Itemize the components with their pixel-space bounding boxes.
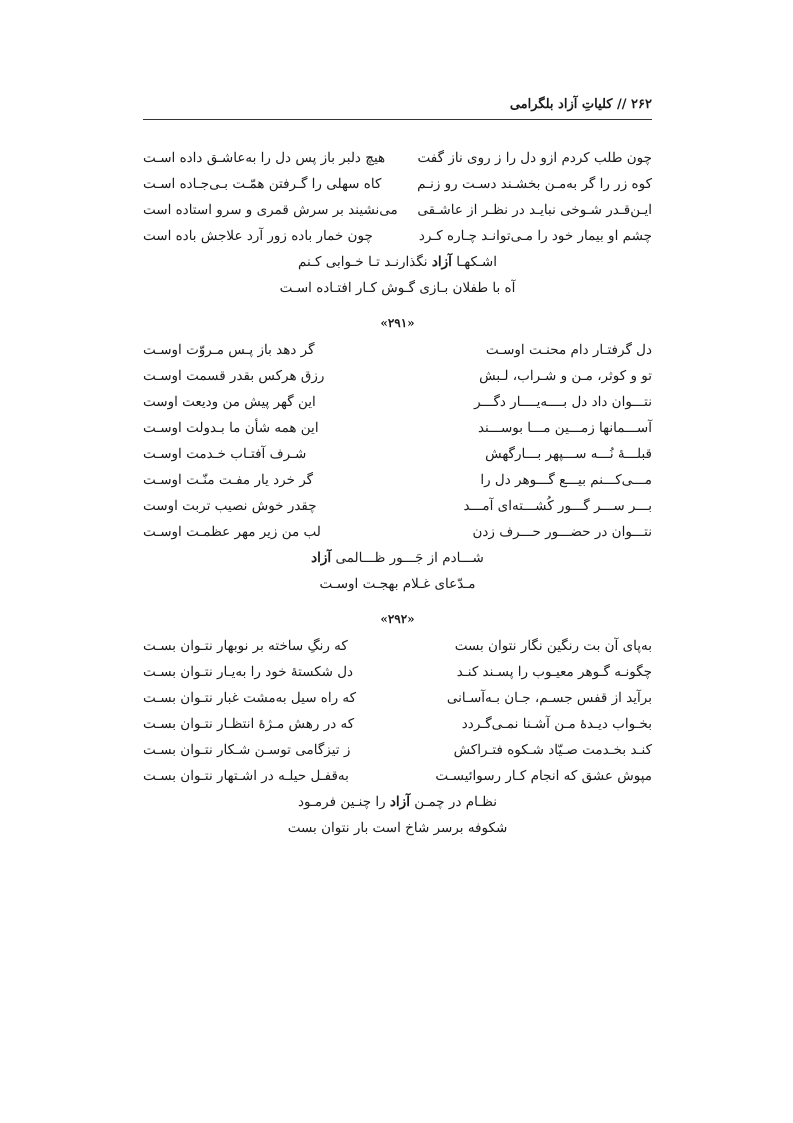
hemistich-first: نتـــوان داد دل بــــه‌یــــار دگـــر	[474, 394, 652, 410]
hemistich-first: به‌پای آن بت رنگین نگار نتوان بست	[454, 638, 652, 654]
hemistich-second: چون خمار باده زور آرد علاجش باده است	[143, 228, 373, 244]
couplet	[143, 763, 652, 789]
couplet	[143, 197, 652, 223]
couplet	[143, 711, 652, 737]
hemistich-first: کنـد بخـدمت صـیّاد شـکوه فتـراکش	[453, 742, 652, 758]
closing-line	[143, 275, 652, 301]
hemistich-first: مـــی‌کـــنم بیـــع گـــوهر دل را	[480, 472, 652, 488]
closing-line	[143, 249, 652, 275]
closing-text: آه با طفلان بـازی گـوش کـار افتـاده اسـت	[279, 280, 516, 296]
couplet	[143, 337, 652, 363]
header-rule	[143, 119, 652, 120]
hemistich-second: ز تیزگامی توسـن شـکار نتـوان بسـت	[143, 742, 351, 758]
poem-number: «۲۹۱»	[380, 316, 415, 330]
hemistich-second: که در رهش مـژهٔ انتظـار نتـوان بسـت	[143, 716, 355, 732]
hemistich-first: آســـمانها زمـــین مـــا بوســـند	[477, 420, 652, 436]
hemistich-second: این همه شأن ما بـدولت اوسـت	[143, 420, 319, 436]
closing-line	[143, 789, 652, 815]
hemistich-second: گر دهد باز پـس مـروّت اوسـت	[143, 342, 315, 358]
hemistich-first: بـــر ســـر گـــور کُشـــته‌ای آمـــد	[463, 498, 652, 514]
hemistich-first: ایـن‌قـدر شـوخی نبایـد در نظـر از عاشـقی	[417, 202, 652, 218]
poem-number: «۲۹۲»	[380, 612, 415, 626]
couplet	[143, 171, 652, 197]
couplet	[143, 441, 652, 467]
hemistich-first: برآید از قفس جسـم، جـان بـه‌آسـانی	[446, 690, 652, 706]
couplet	[143, 145, 652, 171]
poem-content	[143, 145, 652, 841]
couplet	[143, 737, 652, 763]
poem-section	[143, 605, 652, 841]
hemistich-first: چگونـه گـوهر معیـوب را پسـند کنـد	[456, 664, 652, 680]
hemistich-first: چشم او بیمار خود را مـی‌توانـد چـاره کـرد	[418, 228, 652, 244]
couplet	[143, 467, 652, 493]
closing-line	[143, 545, 652, 571]
couplet	[143, 519, 652, 545]
page-header: ۲۶۲ // کلیاتِ آزاد بلگرامی	[509, 97, 652, 112]
hemistich-second: دل شکستهٔ خود را به‌یـار نتـوان بسـت	[143, 664, 354, 680]
hemistich-second: هیچ دلبر باز پس دل را به‌عاشـق داده اسـت	[143, 150, 386, 166]
hemistich-first: چون طلب کردم ازو دل را ز روی ناز گفت	[417, 150, 652, 166]
couplet	[143, 389, 652, 415]
hemistich-second: چقدر خوش نصیب تربت اوست	[143, 498, 317, 514]
hemistich-second: گر خرد یار مفـت منّـت اوسـت	[143, 472, 314, 488]
closing-text: نگذارنـد تـا خـوابی کـنم	[298, 254, 432, 270]
hemistich-second: رزق هرکس بقدر قسمت اوسـت	[143, 368, 325, 384]
closing-line	[143, 815, 652, 841]
hemistich-first: مپوش عشق که انجام کـار رسوائیسـت	[435, 768, 652, 784]
closing-text: نظـام در چمـن	[409, 794, 498, 810]
closing-line	[143, 571, 652, 597]
closing-text: مـدّعای غـلام بهجـت اوسـت	[319, 576, 476, 592]
couplet	[143, 633, 652, 659]
closing-text: را چنـین فرمـود	[297, 794, 390, 810]
hemistich-first: قبلـــهٔ نُـــه ســـپهر بـــارگهش	[485, 446, 652, 462]
couplet	[143, 223, 652, 249]
hemistich-second: این گهر پیش من ودیعت اوست	[143, 394, 316, 410]
couplet	[143, 685, 652, 711]
couplet	[143, 493, 652, 519]
hemistich-second: که راه سیل به‌مشت غبار نتـوان بسـت	[143, 690, 357, 706]
poem-section	[143, 309, 652, 597]
poet-name: آزاد	[389, 794, 410, 810]
hemistich-first: دل گرفتـار دام محنـت اوسـت	[485, 342, 652, 358]
closing-text: شکوفه برسر شاخ است بار نتوان بست	[287, 820, 508, 836]
couplet	[143, 415, 652, 441]
hemistich-second: که رنگِ ساخته بر نوبهار نتـوان بسـت	[143, 638, 348, 654]
hemistich-first: نتـــوان در حضـــور حـــرف زدن	[472, 524, 652, 540]
hemistich-second: لب من زیر مهر عظمـت اوسـت	[143, 524, 321, 540]
poet-name: آزاد	[431, 254, 452, 270]
hemistich-second: می‌نشیند بر سرش قمری و سرو استاده است	[143, 202, 398, 218]
couplet	[143, 363, 652, 389]
hemistich-first: بخـواب دیـدهٔ مـن آشـنا نمـی‌گـردد	[461, 716, 652, 732]
hemistich-first: کوه زر را گر به‌مـن بخشـند دسـت رو زنـم	[417, 176, 652, 192]
hemistich-second: به‌قفـل حیلـه در اشـتهار نتـوان بسـت	[143, 768, 349, 784]
poem-section	[143, 145, 652, 301]
hemistich-second: شـرف آفتـاب خـدمت اوسـت	[143, 446, 307, 462]
hemistich-first: تو و کوثر، مـن و شـراب، لـبش	[479, 368, 652, 384]
closing-text: شـــادم از جَـــور ظـــالمی	[331, 550, 484, 566]
poet-name: آزاد	[311, 550, 332, 566]
couplet	[143, 659, 652, 685]
closing-text: اشـکهـا	[451, 254, 497, 270]
hemistich-second: کاه سهلی را گـرفتن همّـت بـی‌جـاده اسـت	[143, 176, 382, 192]
